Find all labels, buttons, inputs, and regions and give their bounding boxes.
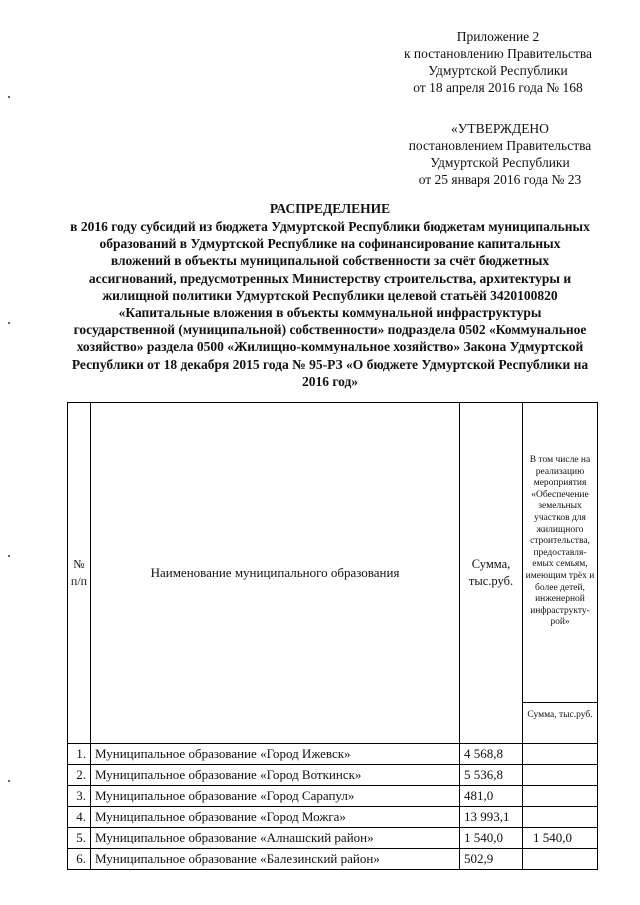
table-row bbox=[68, 807, 598, 828]
header-incl: В том числе на реализацию мероприятия «Обеспечение земельных участков для жилищного строительства, предоставля-емых семьям, имеющим трёх и более детей, инженерной инфраструкту-рой» bbox=[523, 403, 598, 703]
table-row bbox=[68, 765, 598, 786]
document-title: РАСПРЕДЕЛЕНИЕ bbox=[269, 201, 391, 216]
distribution-table bbox=[67, 402, 598, 870]
row-sum: 4 568,8 bbox=[460, 744, 523, 765]
body-line: вложений в объекты муниципальной собственности за счёт бюджетных bbox=[110, 253, 550, 269]
row-incl bbox=[523, 765, 598, 786]
row-incl bbox=[523, 807, 598, 828]
body-line: 2016 год» bbox=[301, 373, 359, 389]
header-incl-sum: Сумма, тыс.руб. bbox=[523, 703, 598, 744]
body-line: хозяйство» раздела 0500 «Жилищно-коммунальное хозяйство» Закона Удмуртской bbox=[76, 339, 584, 355]
header-sum: Сумма, тыс.руб. bbox=[460, 403, 523, 744]
table-row bbox=[68, 828, 598, 849]
scan-dot bbox=[8, 96, 10, 98]
row-name: Муниципальное образование «Город Сарапул» bbox=[91, 786, 460, 807]
row-name: Муниципальное образование «Балезинский район» bbox=[91, 849, 460, 870]
body-line: образований в Удмуртской Республике на софинансирование капитальных bbox=[99, 236, 561, 252]
row-name: Муниципальное образование «Алнашский район» bbox=[91, 828, 460, 849]
approved-line: от 25 января 2016 года № 23 bbox=[418, 172, 582, 187]
appendix-line: от 18 апреля 2016 года № 168 bbox=[413, 80, 583, 95]
row-num: 5. bbox=[68, 828, 91, 849]
body-line: государственной (муниципальной) собственности» подраздела 0502 «Коммунальное bbox=[73, 322, 587, 338]
body-line: в 2016 году субсидий из бюджета Удмуртской Республики бюджетам муниципальных bbox=[70, 219, 590, 234]
scan-dot bbox=[8, 555, 10, 557]
row-num: 6. bbox=[68, 849, 91, 870]
row-sum: 13 993,1 bbox=[460, 807, 523, 828]
row-sum: 1 540,0 bbox=[460, 828, 523, 849]
header-name: Наименование муниципального образования bbox=[91, 403, 460, 744]
row-sum: 5 536,8 bbox=[460, 765, 523, 786]
approved-line: «УТВЕРЖДЕНО bbox=[451, 121, 549, 136]
approved-line: Удмуртской Республики bbox=[430, 155, 570, 170]
row-incl: 1 540,0 bbox=[523, 828, 598, 849]
scan-dot bbox=[8, 322, 10, 324]
table-header-row bbox=[68, 403, 598, 703]
scan-dot bbox=[8, 780, 10, 782]
document-body bbox=[40, 218, 620, 390]
row-sum: 502,9 bbox=[460, 849, 523, 870]
appendix-block bbox=[378, 28, 618, 96]
row-name: Муниципальное образование «Город Воткинск» bbox=[91, 765, 460, 786]
row-name: Муниципальное образование «Город Можга» bbox=[91, 807, 460, 828]
body-line: Республики от 18 декабря 2015 года № 95-РЗ «О бюджете Удмуртской Республики на bbox=[71, 356, 589, 372]
row-sum: 481,0 bbox=[460, 786, 523, 807]
row-num: 3. bbox=[68, 786, 91, 807]
appendix-line: Приложение 2 bbox=[456, 29, 540, 44]
table-row bbox=[68, 786, 598, 807]
body-line: «Капитальные вложения в объекты коммунальной инфраструктуры bbox=[118, 305, 542, 321]
row-incl bbox=[523, 744, 598, 765]
row-name: Муниципальное образование «Город Ижевск» bbox=[91, 744, 460, 765]
appendix-line: к постановлению Правительства bbox=[403, 46, 593, 61]
row-num: 1. bbox=[68, 744, 91, 765]
row-num: 4. bbox=[68, 807, 91, 828]
body-line: жилищной политики Удмуртской Республики целевой статьёй 3420100820 bbox=[102, 287, 558, 303]
body-line: ассигнований, предусмотренных Министерству строительства, архитектуры и bbox=[88, 270, 572, 286]
appendix-line: Удмуртской Республики bbox=[428, 63, 568, 78]
row-num: 2. bbox=[68, 765, 91, 786]
approved-block bbox=[380, 120, 620, 188]
table-row bbox=[68, 744, 598, 765]
header-num: № п/п bbox=[68, 403, 91, 744]
approved-line: постановлением Правительства bbox=[408, 138, 592, 153]
row-incl bbox=[523, 849, 598, 870]
table-row bbox=[68, 849, 598, 870]
row-incl bbox=[523, 786, 598, 807]
